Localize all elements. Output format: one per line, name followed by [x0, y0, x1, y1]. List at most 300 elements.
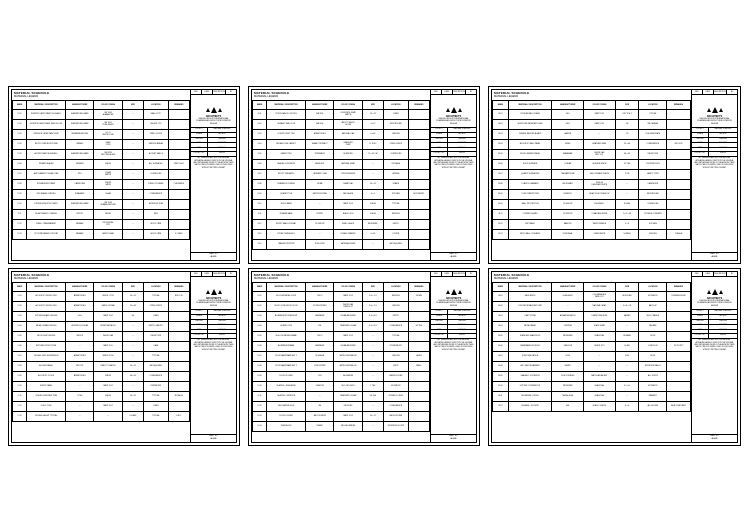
title-block-value: AS NOTED	[718, 325, 728, 327]
cell-material: DECORATIVE FILM	[267, 401, 306, 411]
cell-color: NATURAL OAK	[334, 129, 362, 139]
column-header: COLOR / FINISH	[94, 100, 122, 109]
cell-remarks	[408, 401, 429, 411]
column-header: LOCATION	[143, 282, 168, 291]
cell-size: 5/8 TYPE X	[615, 109, 639, 119]
cell-remarks: 2 HR RATED	[168, 179, 189, 189]
cell-color: PAINT P-03	[334, 199, 362, 209]
cell-remarks: NRC 0.85	[667, 139, 691, 149]
title-block-value: MATERIAL SCHEDULE	[453, 129, 471, 131]
cell-material: WALL PROTECTION	[508, 199, 552, 209]
sheet-title: MATERIAL SCHEDULE	[14, 91, 50, 95]
title-block-value: AS NOTED	[457, 143, 467, 145]
material-schedule-table	[252, 282, 430, 432]
cell-location: OUTSIDE CORNERS	[639, 209, 667, 219]
title-block	[430, 90, 476, 260]
cell-size: 25 x 25 CM	[362, 149, 383, 159]
cell-manufacturer: —	[66, 411, 94, 421]
sheet-number-block	[692, 252, 737, 260]
cell-mark: D-11	[253, 391, 267, 401]
cell-size: —	[615, 321, 639, 331]
cell-location: TILE SUBSTRATE	[639, 129, 667, 139]
cell-material: GLAZING - INSULATED	[267, 381, 306, 391]
cell-location: RECEPTION	[143, 331, 168, 341]
firm-services-line: PLANNING ARCHITECTURE INTERIOR DESIGN	[436, 302, 471, 307]
cell-material: CORNER GUARD	[508, 209, 552, 219]
title-block-value: MATERIAL SCHEDULE	[213, 129, 231, 131]
title-block-label: DATE	[431, 330, 448, 334]
table-row	[253, 351, 430, 361]
cell-color: LINEN TAUPE	[584, 229, 616, 239]
cell-location: CORRIDORS	[143, 169, 168, 179]
cell-mark: D-10	[253, 381, 267, 391]
cell-remarks	[667, 381, 691, 391]
cell-mark: D-13	[253, 411, 267, 421]
title-block-label: SCALE	[692, 325, 709, 329]
title-block-value: MATERIAL SCHEDULE	[714, 129, 732, 131]
cell-location: EXTERIOR	[639, 291, 667, 301]
cell-material: ALUMINUM COPING	[508, 391, 552, 401]
cell-size: 1/2 THK	[615, 159, 639, 169]
cell-location: STEEL COLUMNS	[143, 179, 168, 189]
cell-remarks	[408, 301, 429, 311]
cell-remarks	[168, 351, 189, 361]
table-row	[13, 381, 190, 391]
table-row	[493, 139, 691, 149]
table-row	[253, 371, 430, 381]
title-block-value: 0000.00	[219, 334, 225, 336]
cell-color: BEIGE	[94, 209, 122, 219]
title-block-label: DATE	[692, 148, 709, 152]
cell-size: —	[122, 179, 143, 189]
column-header: SIZE	[615, 100, 639, 109]
column-header: SIZE	[362, 100, 383, 109]
title-block	[190, 272, 236, 442]
sheet-number-value: A-9.01	[711, 256, 718, 258]
firm-subtitle: DESIGN GROUP INTERNATIONAL	[438, 299, 469, 302]
revision-column-header: BY	[469, 90, 473, 93]
cell-material: ANTI-GRAFFITI CLEAR COAT	[27, 169, 66, 179]
cell-location: CAFE	[143, 341, 168, 351]
cell-mark: W-03	[493, 129, 509, 139]
table-row	[13, 219, 190, 229]
cell-manufacturer: NORA	[306, 179, 334, 189]
cell-size: 6 x 6	[362, 189, 383, 199]
cell-manufacturer: DOW CORNING	[552, 371, 584, 381]
cell-color: GRAY #1255	[94, 139, 122, 149]
cell-remarks	[408, 371, 429, 381]
cell-size: 12 x 24	[362, 109, 383, 119]
cell-material: HOLLOW METAL DOOR	[267, 291, 306, 301]
schedule-sheet	[488, 86, 741, 264]
cell-color: TEMPERED CLEAR	[334, 321, 362, 331]
cell-color: SATIN CHROME 626	[334, 361, 362, 371]
cell-location: AS REQUIRED	[383, 239, 408, 249]
cell-material: ACOUSTIC CLOUD	[27, 371, 66, 381]
cell-location: TYPICAL	[143, 291, 168, 301]
cell-material: SOLID CORE WOOD DOOR	[267, 301, 306, 311]
cell-color: D354-60 DESIGNER WHITE	[584, 179, 616, 189]
cell-mark: M-09	[493, 371, 509, 381]
cell-color: SATIN ANODIZED	[334, 239, 362, 249]
title-block-value: AS NOTED	[718, 143, 728, 145]
cell-color: WHITE 15/16	[94, 351, 122, 361]
cell-material: AIR / VAPOR BARRIER	[508, 361, 552, 371]
table-row	[493, 219, 691, 229]
column-header: REMARKS	[408, 100, 429, 109]
firm-logo	[431, 95, 476, 113]
cell-manufacturer: TITUS	[66, 391, 94, 401]
cell-material: GUTTER / DOWNSPOUT	[508, 381, 552, 391]
cell-manufacturer: BENJAMIN MOORE	[66, 129, 94, 139]
cell-mark: F-02	[253, 119, 267, 129]
cell-material: TRANSITION STRIP	[267, 239, 306, 249]
copyright-note: ALL DRAWINGS AND WRITTEN MATERIAL APPEARING HEREIN CONSTITUTE THE ORIGINAL AND UNPUBLISHED WORK OF THE ARCHITECT AND MAY NOT BE DUPLICATED, USED OR DISCLOSED WITHOUT WRITTEN CONSENT.	[694, 158, 735, 169]
cell-color: PAINT P-03	[334, 331, 362, 341]
column-header: COLOR / FINISH	[94, 282, 122, 291]
cell-mark: P-02	[13, 119, 27, 129]
table-row	[253, 149, 430, 159]
schedule-sheet	[8, 268, 240, 446]
cell-size: 1 THK	[362, 381, 383, 391]
cell-material: INTUMESCENT PAINT	[27, 179, 66, 189]
cell-color: PAINT P-03	[334, 291, 362, 301]
table-row	[253, 119, 430, 129]
cell-size: —	[122, 351, 143, 361]
cell-location: TRIM / DOORS	[143, 129, 168, 139]
column-header: MANUFACTURER	[306, 282, 334, 291]
cell-location: OFFICES	[639, 229, 667, 239]
cell-manufacturer: DOW	[552, 351, 584, 361]
column-header: MARK	[13, 100, 27, 109]
cell-color: MATCH ADJACENT	[584, 371, 616, 381]
cell-color: GLACIER WHITE	[584, 159, 616, 169]
table-row	[13, 411, 190, 421]
table-row	[13, 311, 190, 321]
cell-location: STAIRS	[383, 179, 408, 189]
cell-material: RIGID INSULATION	[508, 351, 552, 361]
cell-size: 4 x 8	[615, 219, 639, 229]
cell-remarks	[667, 189, 691, 199]
cell-mark: C-08	[13, 361, 27, 371]
cell-location: OFFICES	[383, 351, 408, 361]
cell-mark: W-04	[493, 139, 509, 149]
column-header: LOCATION	[383, 282, 408, 291]
revision-column-header: DATE	[703, 90, 714, 94]
cell-size: —	[362, 169, 383, 179]
cell-mark: C-12	[13, 401, 27, 411]
cell-material: STONE THRESHOLD	[267, 229, 306, 239]
title-block-label: SCALE	[191, 143, 208, 147]
cell-color: ARCTIC WHITE GLOSS	[334, 119, 362, 129]
sheet-title: MATERIAL SCHEDULE	[254, 91, 290, 95]
cell-remarks	[667, 199, 691, 209]
cell-color: NATURAL GRAY	[584, 301, 616, 311]
cell-manufacturer: LCN	[306, 371, 334, 381]
cell-color: LIMESTONE BUFF	[584, 311, 616, 321]
title-block-value: CHECKER	[458, 320, 466, 322]
cell-remarks	[168, 321, 189, 331]
cell-mark: W-11	[493, 209, 509, 219]
cell-material: LUXURY VINYL TILE	[267, 129, 306, 139]
cell-manufacturer: TNEMEC	[66, 139, 94, 149]
cell-size: 6 x 8	[615, 401, 639, 411]
cell-manufacturer: SHERWIN WILLIAMS	[66, 199, 94, 209]
table-row	[493, 371, 691, 381]
cell-material: WOOD BASE	[267, 199, 306, 209]
cell-location: CONFERENCE	[639, 139, 667, 149]
column-header: COLOR / FINISH	[584, 100, 616, 109]
firm-services-line: PLANNING ARCHITECTURE INTERIOR DESIGN	[697, 302, 732, 307]
cell-remarks	[168, 189, 189, 199]
cell-location: CORRIDORS	[639, 199, 667, 209]
cell-size: —	[615, 179, 639, 189]
column-header: LOCATION	[383, 100, 408, 109]
cell-mark: C-10	[13, 381, 27, 391]
cell-size: —	[122, 229, 143, 239]
cell-remarks	[168, 209, 189, 219]
column-header: COLOR / FINISH	[584, 282, 616, 291]
cell-remarks	[408, 179, 429, 189]
cell-mark: M-05	[493, 331, 509, 341]
title-block-value: AS NOTED	[217, 143, 227, 145]
cell-manufacturer: —	[66, 381, 94, 391]
cell-material: DOOR LOUVER	[267, 411, 306, 421]
cell-location: WALLS TYP.	[143, 109, 168, 119]
cell-mark: D-09	[253, 371, 267, 381]
cell-location: STORAGE	[383, 159, 408, 169]
cell-remarks	[168, 109, 189, 119]
cell-color: WHITE	[94, 159, 122, 169]
firm-subtitle: DESIGN GROUP INTERNATIONAL	[438, 117, 469, 120]
table-row	[253, 199, 430, 209]
cell-mark: D-07	[253, 351, 267, 361]
cell-location: SERVICE	[383, 209, 408, 219]
cell-size: 6 x 48	[362, 129, 383, 139]
cell-size: —	[615, 391, 639, 401]
cell-size: 24 x 24	[362, 179, 383, 189]
title-block-label: PROJECT NO.	[692, 334, 709, 338]
cell-remarks	[667, 159, 691, 169]
cell-manufacturer: PETERSEN	[552, 331, 584, 341]
cell-remarks: PREP ONLY	[168, 159, 189, 169]
cell-material: METAL LINEAR CEILING	[27, 321, 66, 331]
cell-remarks	[408, 341, 429, 351]
cell-location: ALL SURFACES	[143, 159, 168, 169]
table-row	[493, 199, 691, 209]
cell-mark: F-05	[253, 149, 267, 159]
table-row	[493, 189, 691, 199]
cell-color: PAINT P-05	[94, 341, 122, 351]
table-row	[13, 159, 190, 169]
cell-size: —	[122, 341, 143, 351]
cell-color: NATURAL GRAY	[334, 159, 362, 169]
cell-color: SLATE GRAY	[584, 321, 616, 331]
revision-column-header: BY	[229, 90, 233, 93]
cell-manufacturer: ZINSSER	[66, 159, 94, 169]
table-row	[493, 331, 691, 341]
cell-location: ROOF	[639, 331, 667, 341]
table-row	[253, 229, 430, 239]
firm-name: ARCHITECTS	[445, 114, 462, 118]
cell-location: WOOD TRIM	[143, 219, 168, 229]
sheet-number-label: SHEET NO.	[710, 253, 719, 255]
cell-size: 24 x 12	[362, 411, 383, 421]
cell-material: GLAZING - INTERIOR	[267, 391, 306, 401]
cell-material: RUBBER BASE	[267, 209, 306, 219]
cell-mark: F-04	[253, 139, 267, 149]
cell-location: RESTROOMS	[383, 119, 408, 129]
copyright-note: ALL DRAWINGS AND WRITTEN MATERIAL APPEARING HEREIN CONSTITUTE THE ORIGINAL AND UNPUBLISHED WORK OF THE ARCHITECT AND MAY NOT BE DUPLICATED, USED OR DISCLOSED WITHOUT WRITTEN CONSENT.	[193, 340, 234, 351]
cell-mark: M-10	[493, 381, 509, 391]
cell-material: WOOD SLAT CEILING	[27, 331, 66, 341]
column-header: MATERIAL / DESCRIPTION	[508, 282, 552, 291]
firm-subtitle: DESIGN GROUP INTERNATIONAL	[699, 117, 730, 120]
sheet-subtitle: MATERIAL LEGEND	[494, 277, 519, 281]
cell-color: BLACK / WHITE	[584, 401, 616, 411]
cell-material: STANDING SEAM ROOF	[508, 331, 552, 341]
table-row	[13, 341, 190, 351]
cell-mark: M-08	[493, 361, 509, 371]
cell-mark: W-07	[493, 169, 509, 179]
cell-mark: W-06	[493, 159, 509, 169]
cell-mark: D-02	[253, 301, 267, 311]
cell-manufacturer: AIR LOUVERS	[306, 411, 334, 421]
cell-location: LOBBY	[143, 311, 168, 321]
cell-mark: P-01	[13, 109, 27, 119]
cell-location: PARAPET	[639, 391, 667, 401]
cell-remarks	[667, 331, 691, 341]
cell-size: —	[122, 219, 143, 229]
firm-name: ARCHITECTS	[706, 296, 723, 300]
cell-location: EXTERIOR	[383, 381, 408, 391]
cell-manufacturer: —	[66, 341, 94, 351]
cell-manufacturer: ASHFORD	[306, 159, 334, 169]
cell-color: SLATE MIX	[334, 149, 362, 159]
title-block-label: SCALE	[431, 143, 448, 147]
cell-material: SOFFIT PANEL	[27, 381, 66, 391]
table-row	[253, 169, 430, 179]
cell-color: CLEAR	[94, 189, 122, 199]
cell-manufacturer: VT INDUSTRIES	[306, 301, 334, 311]
table-row	[253, 421, 430, 431]
cell-color: WHITE OAK RIFT CUT	[584, 149, 616, 159]
cell-remarks	[168, 149, 189, 159]
cell-size: 24 x 48	[122, 301, 143, 311]
cell-size: 60 MIL	[615, 341, 639, 351]
cell-manufacturer: MAHARAM	[552, 149, 584, 159]
table-row	[13, 189, 190, 199]
cell-size: 3'-0 x 8'-0	[362, 321, 383, 331]
cell-size: 54 WIDE	[615, 229, 639, 239]
column-header: REMARKS	[168, 100, 189, 109]
cell-material: METAL PANEL	[508, 321, 552, 331]
column-header: MANUFACTURER	[552, 282, 584, 291]
title-block-value: MATERIAL SCHEDULE	[714, 311, 732, 313]
cell-size: —	[122, 401, 143, 411]
cell-remarks	[667, 179, 691, 189]
cell-color: FROSTED	[334, 401, 362, 411]
cell-size: 4 x 12	[362, 119, 383, 129]
cell-size: —	[122, 149, 143, 159]
cell-material: EXTERIOR ACRYLIC PAINT	[27, 199, 66, 209]
cell-manufacturer: USG	[552, 119, 584, 129]
cell-color: PAINT TO MATCH	[94, 361, 122, 371]
cell-color: COLUMBIA RED WIRE CUT	[584, 291, 616, 301]
cell-material: CONCRETE MASONRY UNIT	[508, 301, 552, 311]
cell-mark: P-11	[13, 209, 27, 219]
title-block-value: AUTHOR	[458, 315, 466, 317]
cell-remarks	[667, 321, 691, 331]
cell-material: LIGHT COVE	[27, 401, 66, 411]
cell-mark: D-14	[253, 421, 267, 431]
cell-mark: W-05	[493, 149, 509, 159]
sheet-number-block	[431, 252, 476, 260]
title-block-label: CHECKED	[191, 320, 208, 324]
revision-column-header: REV	[191, 272, 202, 276]
title-block-value: 00/00/0000	[458, 330, 466, 332]
cell-color: PAINT P-01	[584, 109, 616, 119]
cell-color: CHARCOAL	[584, 391, 616, 401]
cell-color: WHITE #1774	[94, 291, 122, 301]
material-schedule-table	[12, 100, 190, 240]
title-block-value: AUTHOR	[719, 315, 727, 317]
cell-color: CHARCOAL	[584, 381, 616, 391]
title-block-label: PROJECT	[692, 310, 709, 314]
cell-color: PAINT P-02	[94, 401, 122, 411]
table-row	[13, 371, 190, 381]
schedule-sheet	[248, 86, 480, 264]
cell-color: GRAPHITE #5482	[334, 139, 362, 149]
cell-manufacturer: VIRACON	[306, 381, 334, 391]
revision-column-header: REV	[431, 90, 442, 94]
cell-size: 3 CM	[615, 169, 639, 179]
cell-size: —	[122, 119, 143, 129]
cell-size: —	[122, 109, 143, 119]
table-row	[13, 229, 190, 239]
cell-size: —	[122, 169, 143, 179]
cell-location: BACK-UP	[639, 301, 667, 311]
column-header: MANUFACTURER	[306, 100, 334, 109]
cell-size: 3'-0 x 7'-0	[362, 291, 383, 301]
cell-material: ACOUSTIC CEILING TILE	[27, 301, 66, 311]
cell-remarks	[168, 139, 189, 149]
cell-color: —	[584, 351, 616, 361]
cell-location: CASEWORK	[639, 179, 667, 189]
table-row	[13, 391, 190, 401]
cell-mark: P-13	[13, 229, 27, 239]
cell-material: GLASS DOOR	[267, 321, 306, 331]
schedule-sheet	[488, 268, 741, 446]
cell-size: 3 x 3 x 48	[615, 209, 639, 219]
cell-manufacturer: —	[66, 401, 94, 411]
table-header-row	[253, 282, 430, 291]
cell-manufacturer: USG	[66, 311, 94, 321]
cell-size: —	[362, 239, 383, 249]
cell-remarks: 20 YR WTY	[667, 341, 691, 351]
cell-size: VARIES	[615, 311, 639, 321]
material-schedule-table	[252, 100, 430, 250]
cell-location: INTERIOR LITES	[383, 391, 408, 401]
cell-location: MECH ROOMS	[383, 411, 408, 421]
cell-mark: M-03	[493, 311, 509, 321]
firm-services-line: PLANNING ARCHITECTURE INTERIOR DESIGN	[697, 120, 732, 125]
cell-size: 8 x 8 x 16	[615, 301, 639, 311]
column-header: REMARKS	[667, 100, 691, 109]
cell-color: GRAY / BLACK	[334, 219, 362, 229]
cell-size: —	[122, 199, 143, 209]
cell-location: CONFERENCE	[143, 189, 168, 199]
